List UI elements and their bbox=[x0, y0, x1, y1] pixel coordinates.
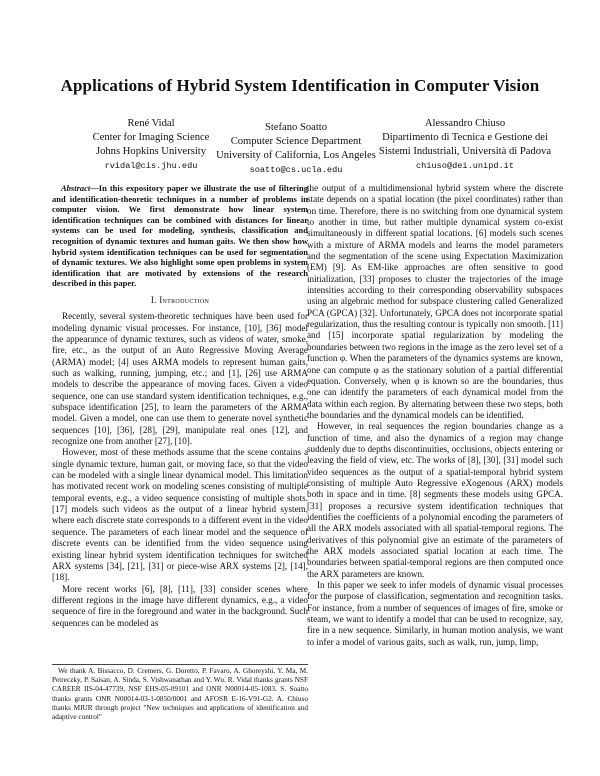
paragraph: However, most of these methods assume that the scene contains a single dynamic texture, human gait, or moving face, so that the video can be modeled with a single linear dynamical model. This limitation has motivated recent work on modeling scenes consisting of multiple temporal events, e.g., a video sequence consisting of multiple shots. [17] models such videos as the output of a linear hybrid system, where each discrete state corresponds to a different event in the video sequence. The parameters of each linear model and the sequence of discrete events can be identified from the video sequence using existing linear hybrid system identification techniques for switched ARX systems [34], [21], [31] or piece-wise ARX systems [2], [14], [18]. bbox=[52, 447, 308, 583]
author-email: soatto@cs.ucla.edu bbox=[249, 165, 343, 175]
left-column bbox=[52, 183, 308, 629]
author-affiliation: Sistemi Industriali, Università di Padova bbox=[378, 146, 552, 157]
paragraph: More recent works [6], [8], [11], [33] consider scenes where different regions in the image have different dynamics, e.g., a video sequence of fire in the foreground and water in the background. Such sequences can be modeled as bbox=[52, 583, 308, 628]
paper-title: Applications of Hybrid System Identification in Computer Vision bbox=[60, 76, 540, 95]
abstract bbox=[52, 183, 308, 289]
author-affiliation: Computer Science Department bbox=[230, 136, 362, 147]
paragraph: In this paper we seek to infer models of dynamic visual processes for the purpose of classification, segmentation and recognition tasks. For instance, from a number of sequences of images of fire, smoke or steam, we want to identify a model that can be used to recognize, say, fire in a new sequence. Similarly, in human motion analysis, we want to infer a model of various gaits, such as walk, run, jump, limp, bbox=[307, 580, 563, 647]
author-block-3 bbox=[370, 117, 560, 173]
author-block-2 bbox=[196, 121, 396, 177]
author-email: rvidal@cis.jhu.edu bbox=[104, 161, 198, 171]
acknowledgment-text: We thank A. Bissacco, D. Cremers, G. Doretto, P. Favaro, A. Ghoreyshi, Y. Ma, M. Petreczky, P. Saisan, A. Sinda, S. Vishwanathan and Y. Wu. R. Vidal thanks grants NSF CAREER IIS-04-47739, NSF EHS-05-09101 and ONR N00014-05-1083. S. Soatto thanks grants ONR N00014-03-1-0850/0001 and AFOSR E-16-V91-G2. A. Chiuso thanks MIUR through project "New techniques and applications of identification and adaptive control" bbox=[52, 667, 308, 722]
abstract-text: —In this expository paper we illustrate the use of filtering and identification-theoretic techniques in a number of problems in computer vision. We first demonstrate how linear system identification techniques can be combined with distances for linear systems can be used for modeling, synthesis, classification and recognition of dynamic textures and human gaits. We then show how hybrid system identification techniques can be used for segmentation of dynamic textures. We also highlight some open problems in system identification that are motivated by extensions of the research described in this paper. bbox=[52, 183, 308, 289]
right-column bbox=[307, 183, 563, 648]
paragraph: Recently, several system-theoretic techniques have been used for modeling dynamic visual processes. For instance, [10], [36] model the appearance of dynamic textures, such as videos of water, smoke, fire, etc., as the output of an Auto Regressive Moving Average (ARMA) model; [4] uses ARMA models to represent human gaits, such as walking, running, jumping, etc.; and [1], [26] use ARMA models to describe the appearance of moving faces. Given a video sequence, one can use standard system identification techniques, e.g., subspace identification [25], to learn the parameters of the ARMA model. Given a model, one can use them to generate novel synthetic sequences [10], [36], [28], [29], manipulate real ones [12], and recognize one from another [27], [10]. bbox=[52, 311, 308, 447]
author-affiliation: Johns Hopkins University bbox=[95, 146, 207, 157]
author-name: René Vidal bbox=[127, 118, 175, 129]
author-name: Alessandro Chiuso bbox=[424, 118, 506, 129]
author-affiliation: University of California, Los Angeles bbox=[216, 150, 376, 161]
section-number: I. bbox=[150, 294, 157, 305]
section-heading bbox=[52, 295, 308, 306]
paragraph: the output of a multidimensional hybrid system where the discrete state depends on a spatial location (the pixel coordinates) rather than on time. Therefore, there is no switching from one dynamical system to another in time, but rather multiple dynamical system co-exist simultaneously in different spatial locations. [6] models such scenes with a mixture of ARMA models and learns the model parameters and the segmentation of the scene using Expectation Maximization (EM) [9]. As EM-like approaches are often sensitive to good initialization, [33] proposes to cluster the trajectories of the image intensities according to their corresponding observability subspaces using an algebraic method for subspace clustering called Generalized PCA (GPCA) [32]. Unfortunately, GPCA does not incorporate spatial regularization, thus the resulting contour is typically non smooth. [11] and [15] incorporate spatial regularization by modeling the boundaries between two regions in the image as the zero level set of a function φ. When the parameters of the dynamics systems are known, one can compute φ as the stationary solution of a partial differential equation. Conversely, when φ is known so are the boundaries, thus one can identify the parameters of each dynamical model from the data within each region. By alternating between these two steps, both the boundaries and the dynamical models can be identified. bbox=[307, 183, 563, 420]
footnote bbox=[52, 664, 308, 722]
author-affiliation: Center for Imaging Science bbox=[92, 132, 210, 143]
paragraph: However, in real sequences the region boundaries change as a function of time, and also the dynamics of a region may change suddenly due to depths discontinuities, occlusions, objects entering or leaving the field of view, etc. The works of [8], [30], [31] model such video sequences as the output of a spatial-temporal hybrid system consisting of multiple Auto Regressive eXogenous (ARX) models both in space and in time. [8] segments these models using GPCA. [31] proposes a recursive system identification techniques that identifies the coefficients of a polynomial encoding the parameters of all the ARX models associated with all spatial-temporal regions. The derivatives of this polynomial give an estimate of the parameters of the ARX models associated spatial location at each time. The boundaries between spatial-temporal regions are then computed once the ARX parameters are known. bbox=[307, 421, 563, 579]
section-title: Introduction bbox=[159, 294, 210, 305]
abstract-label: Abstract bbox=[61, 183, 91, 193]
author-affiliation: Dipartimento di Tecnica e Gestione dei bbox=[382, 132, 548, 143]
author-name: Stefano Soatto bbox=[264, 122, 328, 133]
author-email: chiuso@dei.unipd.it bbox=[416, 161, 514, 171]
